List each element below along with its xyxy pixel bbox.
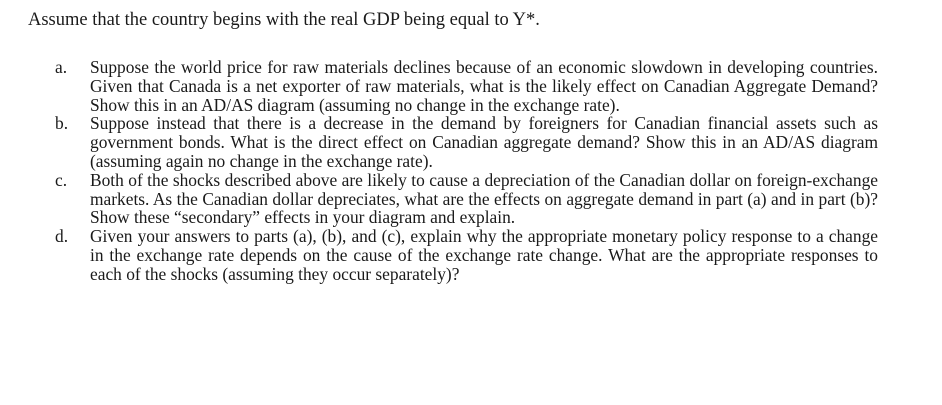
question-a-marker: a. [55,57,68,77]
question-c-text: Both of the shocks described above are likely to cause a depreciation of the Canadian dollar on foreign-exchange markets. As the Canadian dollar depreciates, what are the effects on aggregate demand in part (a) and in part (b)? Show these “secondary” effects in your diagram and explain. [90,169,878,228]
question-d-marker: d. [55,226,69,247]
question-b-marker: b. [55,113,69,134]
question-b-text: Suppose instead that there is a decrease in the demand by foreigners for Canadian financial assets such as government bonds. What is the direct effect on Canadian aggregate demand? Show this in an AD/AS diagram (assuming again no change in the exchange rate). [90,113,878,171]
question-c [55,171,878,227]
question-c-marker: c. [55,169,68,190]
question-d-text: Given your answers to parts (a), (b), and (c), explain why the appropriate monetary policy response to a change in the exchange rate depends on the cause of the exchange rate change. What are the appropriate responses to each of the shocks (assuming they occur separately)? [90,226,878,284]
question-d [55,227,878,283]
question-a [55,58,878,114]
intro-text: Assume that the country begins with the real GDP being equal to Y*. [28,10,540,30]
question-list [55,58,878,284]
question-b [55,114,878,170]
question-a-text: Suppose the world price for raw materials declines because of an economic slowdown in developing countries. Given that Canada is a net exporter of raw materials, what is the likely effect on Canadian Aggregate Demand? Show this in an AD/AS diagram (assuming no change in the exchange rate). [90,57,878,115]
